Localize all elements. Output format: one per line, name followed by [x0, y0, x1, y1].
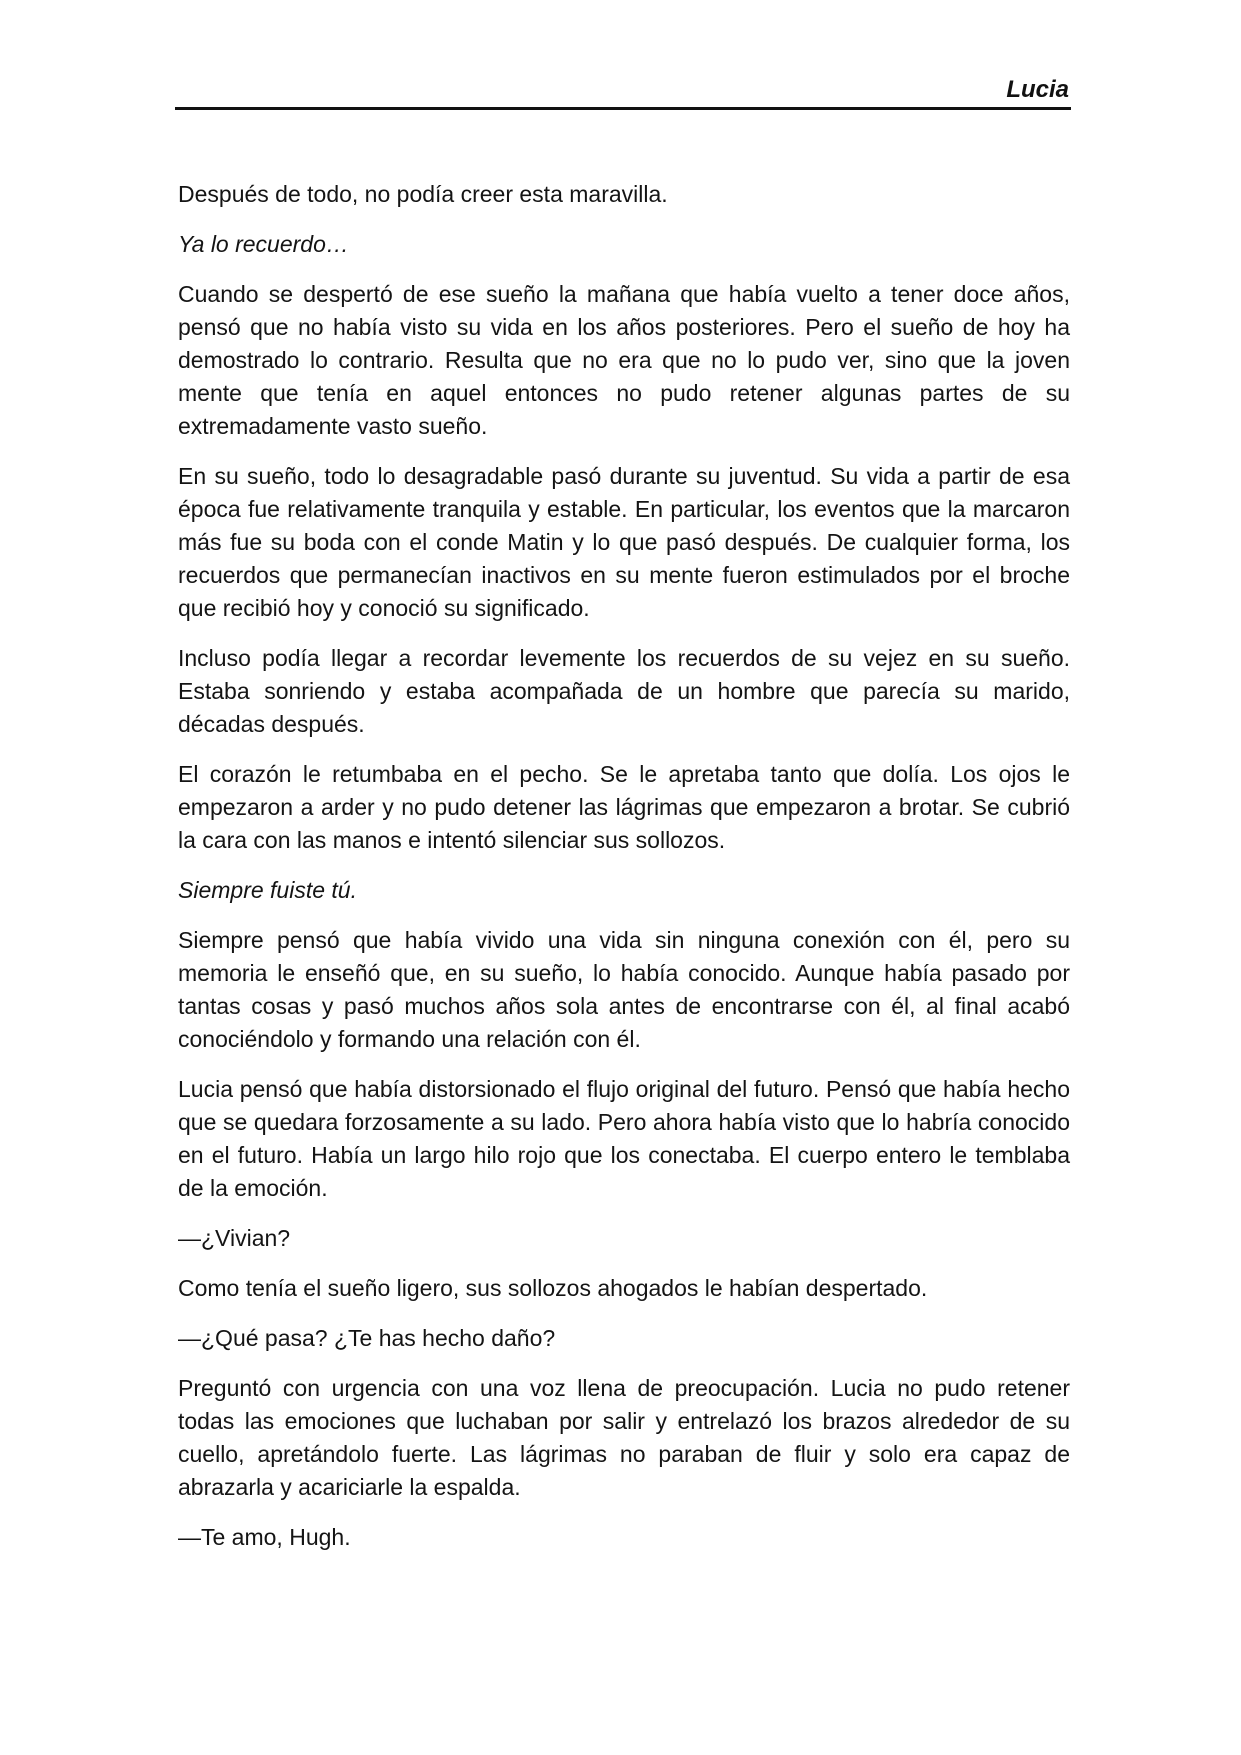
paragraph: Incluso podía llegar a recordar levemente los recuerdos de su vejez en su sueño. Estaba sonriendo y estaba acompañada de un hombre que parecía su marido, décadas después.	[178, 645, 1070, 737]
dialogue-line: —¿Qué pasa? ¿Te has hecho daño?	[178, 1325, 556, 1351]
paragraph: Después de todo, no podía creer esta maravilla.	[178, 181, 668, 207]
dialogue-line: —Te amo, Hugh.	[178, 1524, 351, 1550]
paragraph: Lucia pensó que había distorsionado el flujo original del futuro. Pensó que había hecho que se quedara forzosamente a su lado. Pero ahora había visto que lo habría conocido en el futuro. Había un largo hilo rojo que los conectaba. El cuerpo entero le temblaba de la emoción.	[178, 1076, 1070, 1201]
paragraph: El corazón le retumbaba en el pecho. Se le apretaba tanto que dolía. Los ojos le empezaron a arder y no pudo detener las lágrimas que empezaron a brotar. Se cubrió la cara con las manos e intentó silenciar sus sollozos.	[178, 761, 1070, 853]
paragraph: Preguntó con urgencia con una voz llena de preocupación. Lucia no pudo retener todas las emociones que luchaban por salir y entrelazó los brazos alrededor de su cuello, apretándolo fuerte. Las lágrimas no paraban de fluir y solo era capaz de abrazarla y acariciarle la espalda.	[178, 1375, 1070, 1500]
dialogue-line: —¿Vivian?	[178, 1225, 291, 1251]
header-title: Lucia	[1006, 76, 1069, 103]
paragraph: Siempre pensó que había vivido una vida sin ninguna conexión con él, pero su memoria le enseñó que, en su sueño, lo había conocido. Aunque había pasado por tantas cosas y pasó muchos años sola antes de encontrarse con él, al final acabó conociéndolo y formando una relación con él.	[178, 927, 1070, 1052]
paragraph: En su sueño, todo lo desagradable pasó durante su juventud. Su vida a partir de esa época fue relativamente tranquila y estable. En particular, los eventos que la marcaron más fue su boda con el conde Matin y lo que pasó después. De cualquier forma, los recuerdos que permanecían inactivos en su mente fueron estimulados por el broche que recibió hoy y conoció su significado.	[178, 463, 1070, 621]
paragraph: Ya lo recuerdo…	[178, 231, 349, 257]
body-text	[178, 178, 1070, 1571]
running-header	[175, 72, 1071, 110]
paragraph: Cuando se despertó de ese sueño la mañana que había vuelto a tener doce años, pensó que no había visto su vida en los años posteriores. Pero el sueño de hoy ha demostrado lo contrario. Resulta que no era que no lo pudo ver, sino que la joven mente que tenía en aquel entonces no pudo retener algunas partes de su extremadamente vasto sueño.	[178, 281, 1070, 439]
paragraph: Como tenía el sueño ligero, sus sollozos ahogados le habían despertado.	[178, 1275, 928, 1301]
paragraph: Siempre fuiste tú.	[178, 877, 357, 903]
